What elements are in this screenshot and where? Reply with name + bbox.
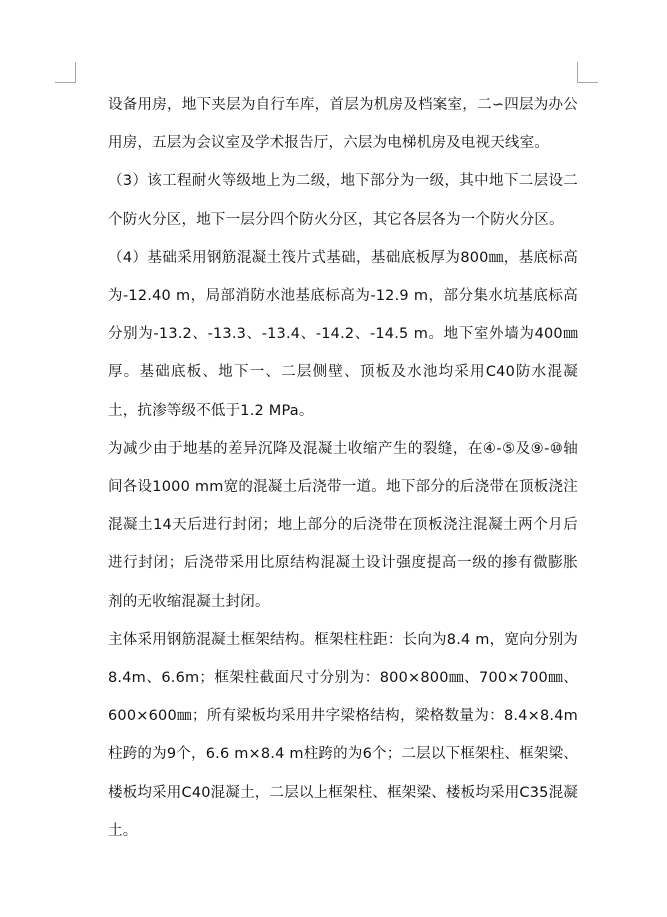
paragraph-main-structure[interactable]: 主体采用钢筋混凝土框架结构。框架柱柱距：长向为8.4 m，宽向分别为8.4m、6.6m；框架柱截面尺寸分别为：800×800㎜、700×700㎜、600×600㎜；所有梁板均采用井字梁格结构，梁格数量为：8.4×8.4m柱跨的为9个，6.6 m×8.4 m柱跨的为6个；二层以下框架柱、框架梁、楼板均采用C40混凝土，二层以上框架柱、框架梁、楼板均采用C35混凝土。 — [108, 631, 578, 839]
paragraph-fire-rating[interactable]: （3）该工程耐火等级地上为二级，地下部分为一级，其中地下二层设二个防火分区，地下一层分四个防火分区，其它各层各为一个防火分区。 — [108, 173, 578, 228]
paragraph-building-uses[interactable]: 设备用房，地下夹层为自行车库，首层为机房及档案室，二∽四层为办公用房，五层为会议室及学术报告厅，六层为电梯机房及电视天线室。 — [108, 97, 578, 152]
document-body[interactable] — [108, 86, 578, 850]
page-corner-mark-left — [55, 62, 76, 83]
paragraph-post-pour-strip[interactable]: 为减少由于地基的差异沉降及混凝土收缩产生的裂缝，在④-⑤及⑨-⑩轴间各设1000 mm宽的混凝土后浇带一道。地下部分的后浇带在顶板浇注混凝土14天后进行封闭；地上部分的后浇带在顶板浇注混凝土两个月后进行封闭；后浇带采用比原结构混凝土设计强度提高一级的掺有微膨胀剂的无收缩混凝土封闭。 — [108, 440, 578, 610]
paragraph-foundation[interactable]: （4）基础采用钢筋混凝土筏片式基础，基础底板厚为800㎜，基底标高为-12.40 m，局部消防水池基底标高为-12.9 m，部分集水坑基底标高分别为-13.2、-13.3、-13.4、-14.2、-14.5 m。地下室外墙为400㎜厚。基础底板、地下一、二层侧壁、顶板及水池均采用C40防水混凝土，抗渗等级不低于1.2 MPa。 — [108, 249, 578, 419]
page-corner-mark-right — [577, 62, 598, 83]
